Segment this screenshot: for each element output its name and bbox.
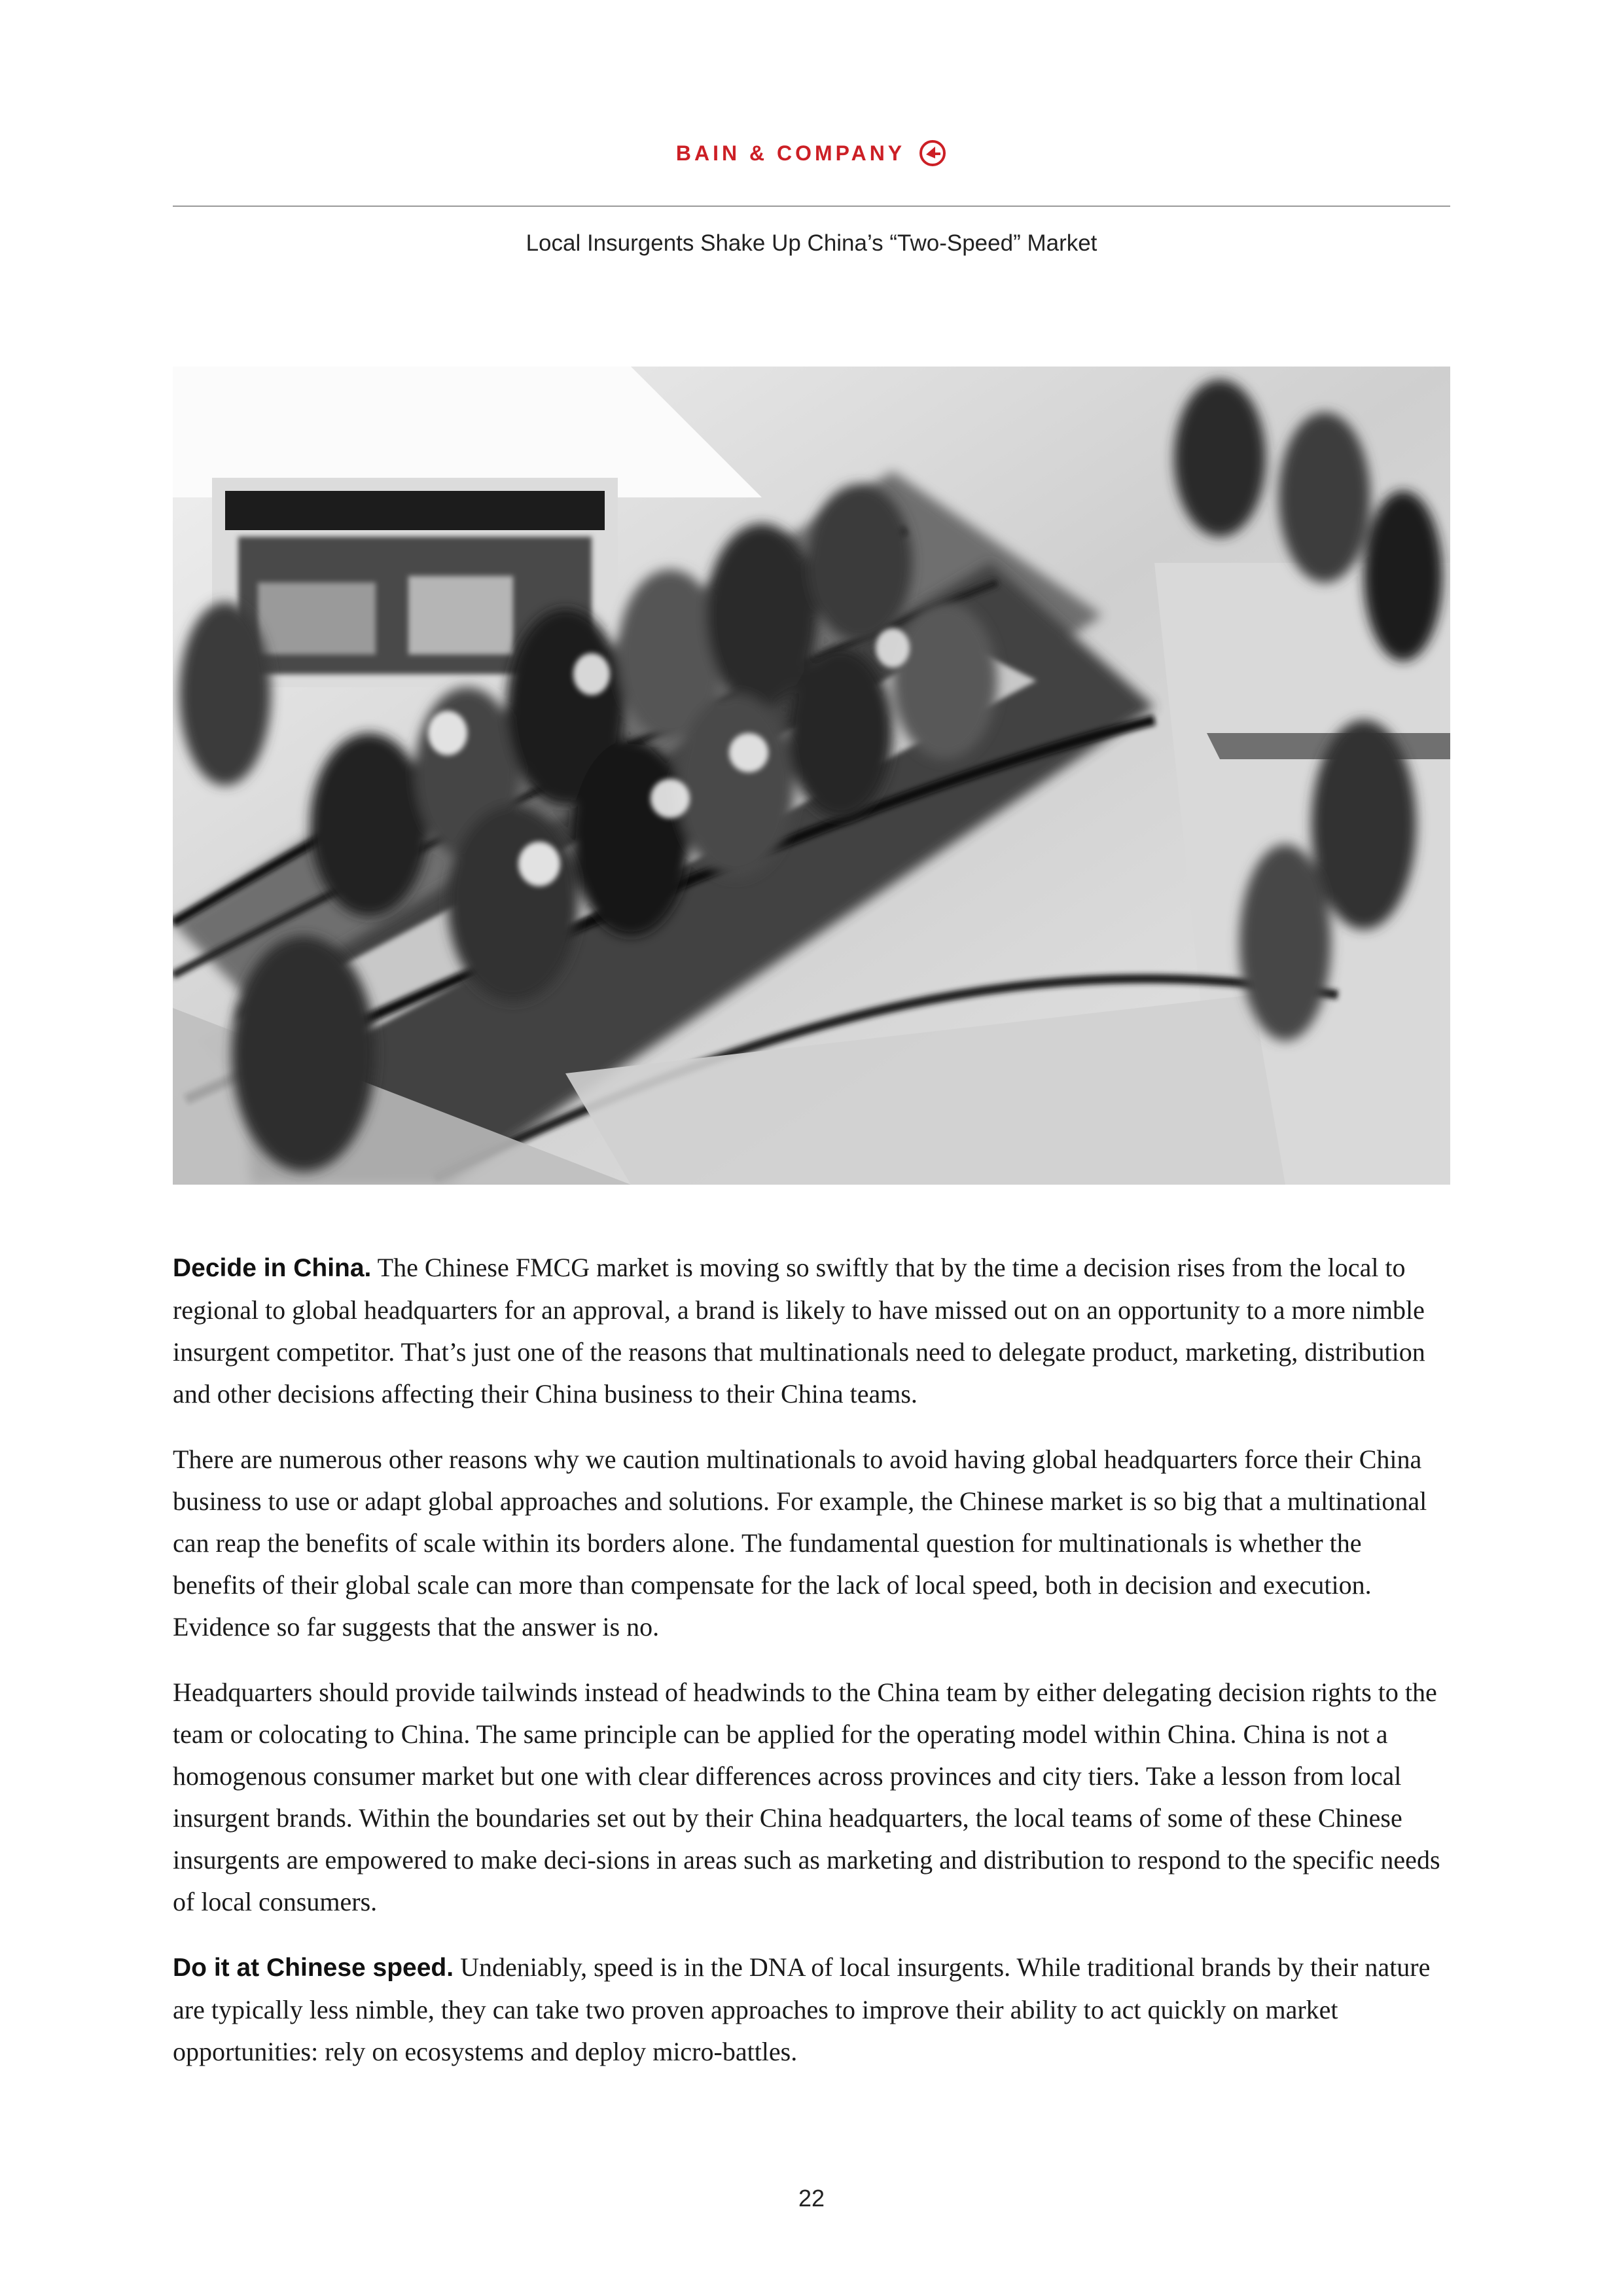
paragraph-tailwinds [173, 1672, 1450, 1923]
lead-heading: Decide in China. [173, 1254, 372, 1282]
bain-arrow-circle-icon [918, 139, 947, 168]
escalator-crowd-photo [173, 367, 1450, 1185]
paragraph-chinese-speed [173, 1946, 1450, 2073]
page-number: 22 [798, 2185, 825, 2212]
lead-heading: Do it at Chinese speed. [173, 1954, 454, 1982]
paragraph-text: There are numerous other reasons why we caution multinationals to avoid having global headquarters force their China business to use or adapt global approaches and solutions. For example, the Chinese market is so big that a multinational can reap the benefits of scale within its borders alone. The fundamental question for multinationals is whether the benefits of their global scale can more than compensate for the lack of local speed, both in decision and execution. Evidence so far suggests that the answer is no. [173, 1444, 1427, 1641]
logo-text: BAIN & COMPANY [675, 141, 906, 165]
bain-logo [0, 139, 1623, 168]
paragraph-text: The Chinese FMCG market is moving so swiftly that by the time a decision rises from the local to regional to global headquarters for an approval, a brand is likely to have missed out on an opportunity to a more nimble insurgent competitor. That’s just one of the reasons that multinationals need to delegate product, marketing, distribution and other decisions affecting their China business to their China teams. [173, 1253, 1425, 1408]
paragraph-text: Headquarters should provide tailwinds instead of headwinds to the China team by either delegating decision rights to the team or colocating to China. The same principle can be applied for the operating model within China. China is not a homogenous consumer market but one with clear differences across provinces and city tiers. Take a lesson from local insurgent brands. Within the boundaries set out by their China headquarters, the local teams of some of these Chinese insurgents are empowered to make deci-sions in areas such as marketing and distribution to respond to the specific needs of local consumers. [173, 1677, 1440, 1916]
header-divider [173, 206, 1450, 207]
paragraph-decide-in-china [173, 1247, 1450, 1415]
document-subtitle: Local Insurgents Shake Up China’s “Two-Speed” Market [526, 230, 1097, 256]
paragraph-global-headquarters [173, 1439, 1450, 1648]
paragraph-text: Undeniably, speed is in the DNA of local insurgents. While traditional brands by their nature are typically less nimble, they can take two proven approaches to improve their ability to act quickly on market opportunities: rely on ecosystems and deploy micro-battles. [173, 1952, 1431, 2066]
article-body [173, 1247, 1450, 2096]
